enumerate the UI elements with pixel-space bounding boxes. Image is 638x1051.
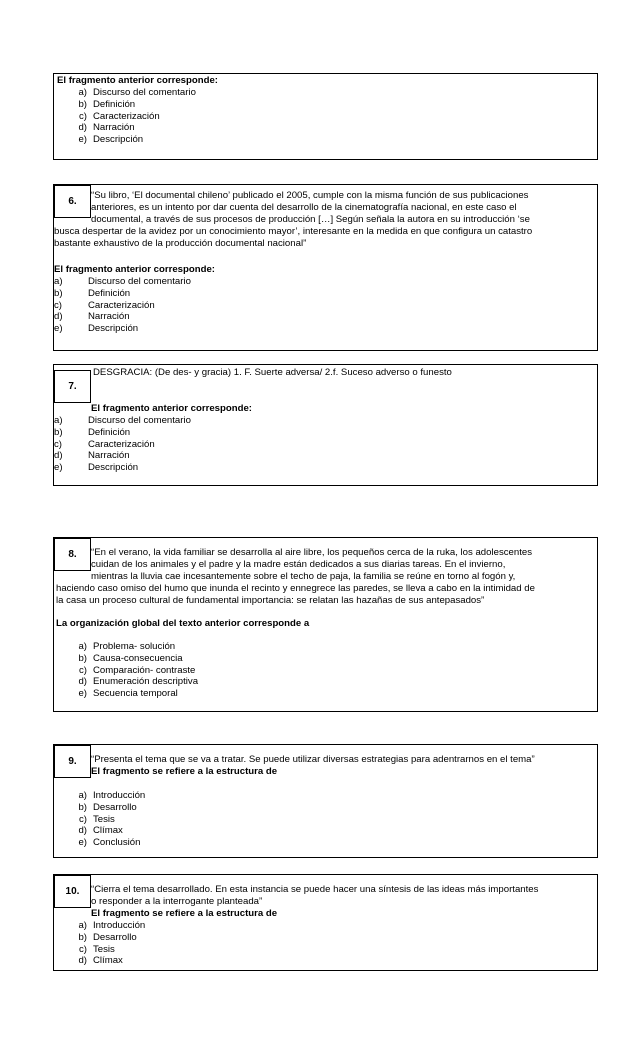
q8-text-line-3: mientras la lluvia cae incesantemente sobre el techo de paja, la familia se reúne en torno al fogón y, [91,570,516,582]
option-text: Conclusión [93,837,141,849]
question-7-box [53,364,598,486]
q5-options [54,87,196,146]
q8-text-line-1: “En el verano, la vida familiar se desarrolla al aire libre, los pequeños cerca de la ruka, los adolescentes [91,547,533,558]
option-text: Definición [93,98,136,110]
q9-text: “Presenta el tema que se va a tratar. Se puede utilizar diversas estrategias para adentrarnos en el tema” [91,754,535,765]
q6-text-top [91,190,593,225]
option-text: Desarrollo [93,931,137,943]
option-letter: a) [78,790,87,801]
option-text: Narración [88,450,130,462]
option-letter: e) [78,688,87,700]
option-letter: e) [78,134,87,146]
q10-option-b[interactable] [54,932,145,944]
option-text: Narración [93,122,135,134]
q10-text-line-2: o responder a la interrogante planteada” [91,896,263,907]
option-letter: c) [54,438,62,450]
q9-options [54,790,145,849]
q7-text: DESGRACIA: (De des- y gracia) 1. F. Suerte adversa/ 2.f. Suceso adverso o funesto [93,367,452,378]
option-letter: a) [54,415,63,426]
q8-text-line-4: haciendo caso omiso del humo que inunda el recinto y ennegrece las paredes, se lleva a cabo en la intimidad de [56,583,535,594]
q8-option-a[interactable] [54,641,198,653]
q9-option-a[interactable] [54,790,145,802]
option-text: Descripción [88,323,139,335]
q8-prompt: La organización global del texto anterior corresponde a [56,618,310,629]
q10-number: 10. [54,875,91,908]
q6-text-line-3: documental, a través de sus procesos de producción […] Según señala la autora en su introducción ‘se [91,213,530,225]
q6-option-a[interactable] [54,276,191,288]
question-10-box [53,874,598,971]
q7-options [54,415,191,474]
q5-option-c[interactable] [54,111,196,123]
option-text: Tesis [93,813,115,825]
q8-text-top [91,547,596,582]
option-letter: d) [78,122,87,134]
question-5-box [53,73,598,160]
option-text: Discurso del comentario [88,415,191,426]
option-text: Causa-consecuencia [93,652,183,664]
option-letter: d) [78,676,87,688]
option-letter: d) [54,311,63,323]
q6-option-c[interactable] [54,300,191,312]
q10-options [54,920,145,967]
q5-option-e[interactable] [54,134,196,146]
option-letter: b) [54,287,63,299]
option-letter: a) [78,87,87,98]
q6-text-line-2: anteriores, es un intento por dar cuenta del desarrollo de la cinematografía nacional, en este caso el [91,201,517,213]
q8-number: 8. [54,538,91,571]
option-letter: c) [79,110,87,122]
option-text: Introducción [93,920,146,931]
q7-option-e[interactable] [54,462,191,474]
q9-option-d[interactable] [54,825,145,837]
q6-option-e[interactable] [54,323,191,335]
option-text: Descripción [93,134,144,146]
option-letter: e) [54,462,63,474]
option-letter: d) [54,450,63,462]
option-letter: a) [78,920,87,931]
q9-option-c[interactable] [54,814,145,826]
q6-options [54,276,191,335]
option-letter: a) [54,276,63,287]
option-text: Descripción [88,462,139,474]
q8-option-b[interactable] [54,653,198,665]
option-text: Clímax [93,825,123,837]
q6-option-b[interactable] [54,288,191,300]
option-letter: e) [78,837,87,849]
q6-text-line-1: “Su libro, ‘El documental chileno’ publicado el 2005, cumple con la misma función de sus publicaciones [91,190,529,201]
option-text: Discurso del comentario [93,87,196,98]
option-text: Clímax [93,955,123,967]
option-letter: d) [78,955,87,967]
q6-text-line-4: busca despertar de la avidez por un conocimiento mayor’, interesante en la medida en que configura un catastro [54,226,533,237]
option-letter: b) [78,98,87,110]
q8-text-bottom [56,583,597,607]
option-text: Discurso del comentario [88,276,191,287]
option-text: Secuencia temporal [93,688,178,700]
q9-prompt: El fragmento se refiere a la estructura de [91,766,278,777]
option-letter: b) [54,426,63,438]
option-text: Narración [88,311,130,323]
q6-option-d[interactable] [54,311,191,323]
q9-number: 9. [54,745,91,778]
option-text: Comparación- contraste [93,664,196,676]
option-text: Enumeración descriptiva [93,676,199,688]
option-letter: e) [54,323,63,335]
q7-prompt: El fragmento anterior corresponde: [91,403,252,414]
option-text: Definición [88,426,131,438]
q7-option-d[interactable] [54,450,191,462]
q9-option-e[interactable] [54,837,145,849]
q8-text-line-2: cuidan de los animales y el padre y la madre están dedicados a sus diarias tareas. En el invierno, [91,558,506,570]
q8-options [54,641,198,700]
option-text: Caracterización [93,110,160,122]
q5-option-d[interactable] [54,122,196,134]
q6-prompt: El fragmento anterior corresponde: [54,264,215,275]
q10-text-line-1: “Cierra el tema desarrollado. En esta instancia se puede hacer una síntesis de las ideas más importantes [91,884,539,895]
option-text: Caracterización [88,299,155,311]
q7-option-c[interactable] [54,439,191,451]
q10-option-d[interactable] [54,955,145,967]
question-8-box [53,537,598,712]
option-text: Introducción [93,790,146,801]
q5-option-a[interactable] [54,87,196,99]
option-text: Problema- solución [93,641,176,652]
option-text: Definición [88,287,131,299]
option-letter: b) [78,931,87,943]
q10-option-c[interactable] [54,944,145,956]
option-text: Tesis [93,943,115,955]
question-6-box [53,184,598,351]
q10-prompt: El fragmento se refiere a la estructura de [91,908,278,919]
option-letter: c) [54,299,62,311]
q8-text-line-5: la casa un proceso cultural de fundamental importancia: se relatan las hazañas de sus antepasados” [56,594,485,606]
q10-option-a[interactable] [54,920,145,932]
q7-option-b[interactable] [54,427,191,439]
option-letter: c) [79,664,87,676]
q6-text-bottom [54,226,597,250]
q5-prompt: El fragmento anterior corresponde: [57,75,218,86]
question-9-box [53,744,598,858]
q9-option-b[interactable] [54,802,145,814]
q7-option-a[interactable] [54,415,191,427]
option-letter: b) [78,801,87,813]
q8-option-d[interactable] [54,676,198,688]
option-letter: c) [79,813,87,825]
q8-option-e[interactable] [54,688,198,700]
option-text: Caracterización [88,438,155,450]
q8-option-c[interactable] [54,665,198,677]
q6-number: 6. [54,185,91,218]
option-text: Desarrollo [93,801,137,813]
option-letter: d) [78,825,87,837]
q5-option-b[interactable] [54,99,196,111]
q6-text-line-5: bastante exhaustivo de la producción documental nacional” [54,237,307,249]
option-letter: a) [78,641,87,652]
option-letter: c) [79,943,87,955]
option-letter: b) [78,652,87,664]
q7-number: 7. [54,370,91,403]
